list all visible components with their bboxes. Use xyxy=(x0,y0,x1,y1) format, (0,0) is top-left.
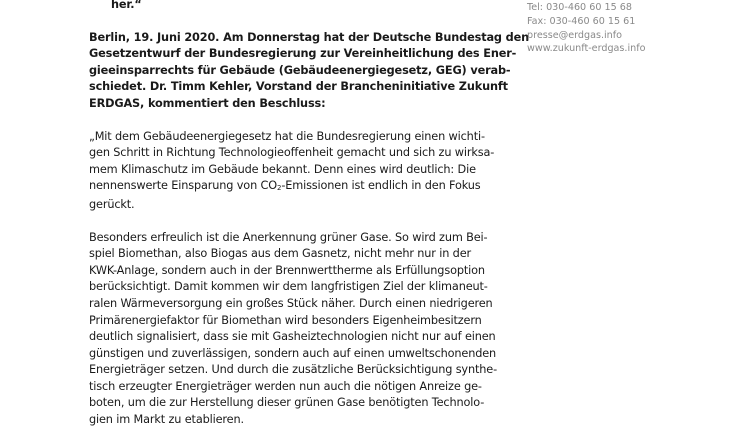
quote-line xyxy=(89,178,517,197)
contact-fax: Fax: 030-460 60 15 61 xyxy=(527,15,636,27)
quote-line: gerückt. xyxy=(89,197,135,211)
body-line: tisch erzeugter Energieträger werden nun auch die nötigen Anreize ge- xyxy=(89,379,482,393)
quote-line: mem Klimaschutz im Gebäude bekannt. Denn eines wird deutlich: Die xyxy=(89,162,476,176)
quote-text: -Emissionen ist endlich in den Fokus xyxy=(281,179,481,193)
lead-line: ERDGAS, kommentiert den Beschluss: xyxy=(89,96,326,110)
contact-email[interactable]: presse@erdgas.info xyxy=(527,29,622,41)
body-line: Primärenergiefaktor für Biomethan wird besonders Eigenheimbesitzern xyxy=(89,313,482,327)
contact-tel: Tel: 030-460 60 15 68 xyxy=(527,2,632,13)
body-line: deutlich signalisiert, dass sie mit Gasheiztechnologien nicht nur auf einen xyxy=(89,330,496,344)
body-line: gien im Markt zu etablieren. xyxy=(89,413,244,427)
lead-line: schiedet. Dr. Timm Kehler, Vorstand der Brancheninitiative Zukunft xyxy=(89,80,508,94)
body-line: günstigen und zuverlässigen, sondern auch auf einen umweltschonenden xyxy=(89,346,497,360)
quote-text: nennenswerte Einsparung von CO xyxy=(89,179,277,193)
body-line: spiel Biomethan, also Biogas aus dem Gasnetz, nicht mehr nur in der xyxy=(89,247,471,261)
press-release-body xyxy=(89,0,529,429)
quote-line: gen Schritt in Richtung Technologieoffenheit gemacht und sich zu wirksa- xyxy=(89,146,495,160)
lead-paragraph xyxy=(89,30,529,113)
contact-block xyxy=(527,1,727,56)
lead-line: Gesetzentwurf der Bundesregierung zur Vereinheitlichung des Ener- xyxy=(89,47,517,61)
headline-tail: her.“ xyxy=(111,0,142,11)
lead-line: gieeinsparrechts für Gebäude (Gebäudeenergiegesetz, GEG) verab- xyxy=(89,63,511,77)
body-line: Besonders erfreulich ist die Anerkennung grüner Gase. So wird zum Bei- xyxy=(89,230,488,244)
body-line: Energieträger setzen. Und durch die zusätzliche Berücksichtigung synthe- xyxy=(89,363,497,377)
body-line: berücksichtigt. Damit kommen wir dem langfristigen Ziel der klimaneut- xyxy=(89,280,488,294)
body-line: ralen Wärmeversorgung ein großes Stück näher. Durch einen niedrigeren xyxy=(89,296,493,310)
quote-paragraph xyxy=(89,129,517,214)
contact-website[interactable]: www.zukunft-erdgas.info xyxy=(527,43,646,55)
co2-subscript: 2 xyxy=(277,184,282,193)
body-paragraph xyxy=(89,230,517,429)
lead-line: Berlin, 19. Juni 2020. Am Donnerstag hat der Deutsche Bundestag den xyxy=(89,30,529,44)
body-line: boten, um die zur Herstellung dieser grünen Gase benötigten Technolo- xyxy=(89,396,485,410)
quote-line: „Mit dem Gebäudeenergiegesetz hat die Bundesregierung einen wichti- xyxy=(89,129,485,143)
body-line: KWK-Anlage, sondern auch in der Brennwerttherme als Erfüllungsoption xyxy=(89,263,485,277)
